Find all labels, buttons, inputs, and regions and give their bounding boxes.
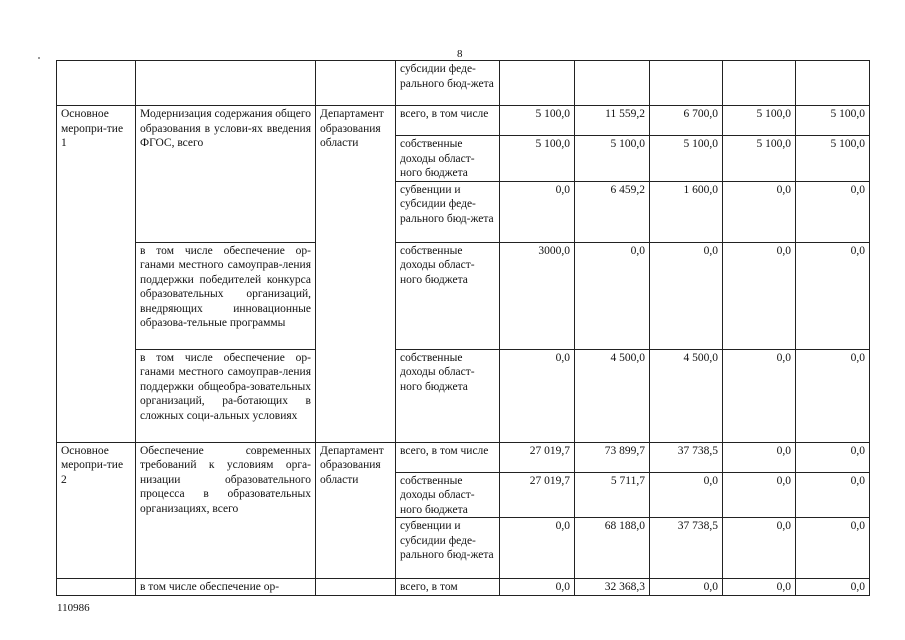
value-cell: 0,0 (796, 349, 870, 442)
value-cell: 5 100,0 (500, 106, 575, 136)
value-cell: 4 500,0 (650, 349, 723, 442)
source-cell: собственные доходы област-ного бюджета (396, 472, 500, 518)
value-cell: 5 100,0 (723, 136, 796, 182)
value-cell (500, 61, 575, 106)
value-cell: 0,0 (650, 579, 723, 596)
value-cell: 0,0 (500, 518, 575, 579)
description-cell (136, 61, 316, 106)
value-cell: 0,0 (796, 242, 870, 349)
page-number: 8 (457, 48, 463, 60)
value-cell: 0,0 (650, 472, 723, 518)
value-cell: 3000,0 (500, 242, 575, 349)
description-cell: в том числе обеспечение ор- (136, 579, 316, 596)
value-cell: 5 100,0 (500, 136, 575, 182)
value-cell: 0,0 (650, 242, 723, 349)
source-cell: субвенции и субсидии феде-рального бюд-жета (396, 181, 500, 242)
value-cell: 6 459,2 (575, 181, 650, 242)
value-cell: 0,0 (723, 518, 796, 579)
table-row (57, 579, 870, 596)
value-cell: 0,0 (500, 181, 575, 242)
value-cell: 0,0 (500, 579, 575, 596)
table-row (57, 442, 870, 472)
value-cell: 32 368,3 (575, 579, 650, 596)
executor-cell: Департамент образования области (316, 442, 396, 579)
table-row (57, 242, 870, 349)
measure-cell (57, 579, 136, 596)
description-cell: в том числе обеспечение ор-ганами местного самоуправ-ления поддержки общеобра-зовательных организаций, ра-ботающих в сложных соци-альных условиях (136, 349, 316, 442)
source-cell: собственные доходы област-ного бюджета (396, 242, 500, 349)
value-cell: 11 559,2 (575, 106, 650, 136)
value-cell: 27 019,7 (500, 472, 575, 518)
value-cell: 5 100,0 (796, 136, 870, 182)
value-cell: 0,0 (723, 181, 796, 242)
value-cell: 4 500,0 (575, 349, 650, 442)
value-cell: 0,0 (723, 442, 796, 472)
value-cell: 0,0 (796, 181, 870, 242)
source-cell: всего, в том числе (396, 442, 500, 472)
value-cell: 5 100,0 (575, 136, 650, 182)
description-cell: в том числе обеспечение ор-ганами местного самоуправ-ления поддержки победителей конкурса образовательных организаций, внедряющих инновационные образова-тельные программы (136, 242, 316, 349)
source-cell: субсидии феде-ральногo бюд-жета (396, 61, 500, 106)
value-cell: 1 600,0 (650, 181, 723, 242)
value-cell: 37 738,5 (650, 442, 723, 472)
value-cell: 0,0 (723, 579, 796, 596)
value-cell: 68 188,0 (575, 518, 650, 579)
executor-cell (316, 579, 396, 596)
value-cell: 37 738,5 (650, 518, 723, 579)
budget-table (56, 60, 870, 596)
value-cell: 5 711,7 (575, 472, 650, 518)
scan-mark (38, 57, 40, 59)
value-cell: 5 100,0 (796, 106, 870, 136)
value-cell (723, 61, 796, 106)
table-row (57, 61, 870, 106)
value-cell: 27 019,7 (500, 442, 575, 472)
measure-cell: Основное меропри-тие 2 (57, 442, 136, 579)
value-cell: 73 899,7 (575, 442, 650, 472)
source-cell: всего, в том (396, 579, 500, 596)
value-cell: 0,0 (796, 442, 870, 472)
executor-cell (316, 61, 396, 106)
value-cell: 0,0 (796, 472, 870, 518)
value-cell: 0,0 (796, 518, 870, 579)
measure-cell: Основное меропри-тие 1 (57, 106, 136, 443)
measure-cell (57, 61, 136, 106)
source-cell: субвенции и субсидии феде-рального бюд-жета (396, 518, 500, 579)
value-cell (575, 61, 650, 106)
value-cell: 0,0 (723, 349, 796, 442)
value-cell: 5 100,0 (650, 136, 723, 182)
value-cell: 0,0 (575, 242, 650, 349)
description-cell: Модернизация содержания общего образования в услови-ях введения ФГОС, всего (136, 106, 316, 243)
value-cell: 0,0 (723, 472, 796, 518)
description-cell: Обеспечение современных требований к условиям орга-низации образовательного процесса в образовательных организациях, всего (136, 442, 316, 579)
source-cell: собственные доходы област-ного бюджета (396, 136, 500, 182)
value-cell: 0,0 (500, 349, 575, 442)
value-cell (796, 61, 870, 106)
table-row (57, 349, 870, 442)
value-cell: 0,0 (796, 579, 870, 596)
document-id: 110986 (57, 602, 90, 614)
table-row (57, 106, 870, 136)
source-cell: всего, в том числе (396, 106, 500, 136)
value-cell: 0,0 (723, 242, 796, 349)
value-cell (650, 61, 723, 106)
value-cell: 5 100,0 (723, 106, 796, 136)
value-cell: 6 700,0 (650, 106, 723, 136)
source-cell: собственные доходы област-ного бюджета (396, 349, 500, 442)
executor-cell: Департамент образования области (316, 106, 396, 443)
